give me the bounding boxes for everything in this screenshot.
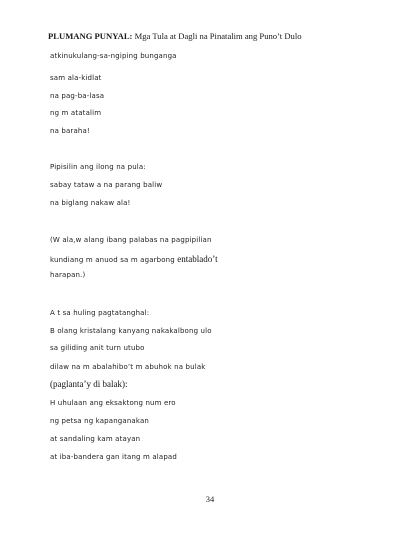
page-number: 34 bbox=[205, 494, 215, 504]
poem-line-serif-word: entablado’t bbox=[177, 254, 218, 264]
poem-line: H uhulaan ang eksaktong num ero bbox=[50, 399, 176, 407]
poem-line bbox=[50, 254, 218, 264]
poem-line: atkinukulang-sa-ngiping bunganga bbox=[50, 52, 177, 60]
poem-line: dilaw na m abalahibo’t m abuhok na bulak bbox=[50, 363, 206, 371]
poem-line-serif: (paglanta’y di balak): bbox=[50, 379, 128, 389]
book-title: PLUMANG PUNYAL: bbox=[48, 31, 133, 41]
poem-line: sa giliding anit turn utubo bbox=[50, 344, 145, 352]
running-header bbox=[48, 31, 400, 41]
poem-line: harapan.) bbox=[50, 271, 86, 279]
poem-line: at sandaling kam atayan bbox=[50, 435, 141, 443]
poem-line: Pipisilin ang ilong na pula: bbox=[50, 163, 146, 171]
book-subtitle: Mga Tula at Dagli na Pinatalim ang Puno’t Dulo bbox=[132, 31, 302, 41]
poem-line: at iba-bandera gan itang m alapad bbox=[50, 453, 177, 461]
poem-line: B olang kristalang kanyang nakakalbong ulo bbox=[50, 327, 212, 335]
poem-line: ng m atatalim bbox=[50, 109, 102, 117]
poem-line: (W ala,w alang ibang palabas na pagpipilian bbox=[50, 236, 212, 244]
poem-line: sabay tataw a na parang baliw bbox=[50, 181, 163, 189]
poem-line: na baraha! bbox=[50, 127, 90, 135]
poem-line: na pag-ba-lasa bbox=[50, 92, 105, 100]
poem-line-text: kundiang m anuod sa m agarbong bbox=[50, 256, 178, 264]
poem-line: sam ala-kidlat bbox=[50, 74, 102, 82]
poem-line: A t sa huling pagtatanghal: bbox=[50, 309, 150, 317]
poem-line: na biglang nakaw ala! bbox=[50, 199, 131, 207]
poem-line: ng petsa ng kapanganakan bbox=[50, 417, 149, 425]
